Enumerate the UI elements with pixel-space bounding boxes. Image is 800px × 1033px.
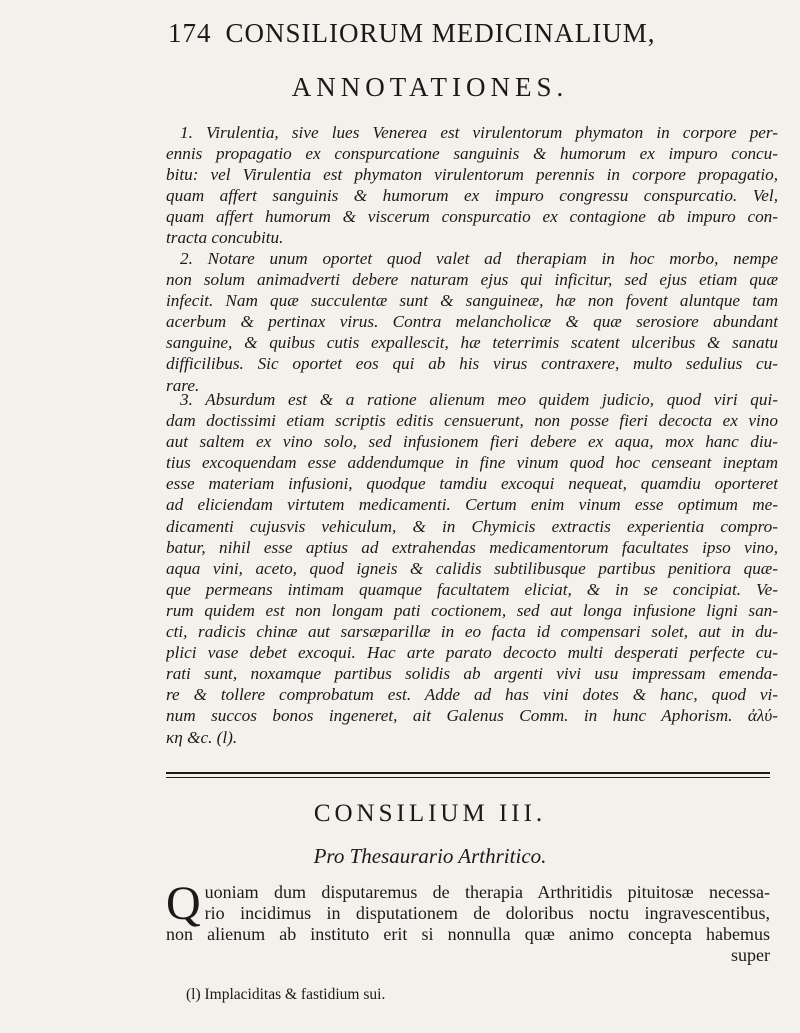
section-title: ANNOTATIONES. (291, 72, 569, 102)
annotation-line: cti, radicis chinæ aut sarsæparillæ in eo facta id compensari solet, aut in du- (166, 622, 778, 642)
annotation-line: 2. Notare unum oportet quod valet ad therapiam in hoc morbo, nempe (180, 249, 778, 268)
annotation-line: bitu: vel Virulentia est phymaton virulentorum perennis in corpore propagatio, (166, 165, 778, 185)
catchword: super (731, 945, 770, 965)
annotation-line: rati sunt, noxamque partibus solidis ab argenti vivi usu impressam emenda- (166, 664, 778, 684)
annotation-line: tracta concubitu. (166, 228, 284, 248)
annotation-line: non solum animadverti debere naturam ejus qui inficitur, sed ejus etiam quæ (166, 270, 778, 290)
footnote: (l) Implaciditas & fastidium sui. (186, 986, 386, 1003)
annotation-line: acerbum & pertinax virus. Contra melancholicæ & quæ serosiore abundant (166, 312, 778, 332)
annotation-line: infecit. Nam quæ succulentæ sunt & sanguineæ, hæ non fovent aluntque tam (166, 291, 778, 311)
annotation-line: re & tollere comprobatum est. Adde ad has vini dotes & hanc, quod vi- (166, 685, 778, 705)
annotation-line: aqua vini, aceto, quod igneis & calidis subtilibusque partibus penitiora quæ- (166, 558, 778, 578)
section-divider-rule (166, 772, 770, 774)
consilium-subtitle: Pro Thesaurario Arthritico. (313, 844, 547, 868)
annotation-line: rum quidem est non longam pati coctionem, sed aut longa infusione ligni san- (166, 600, 778, 620)
annotation-line: 3. Absurdum est & a ratione alienum meo quidem judicio, quod viri qui- (180, 390, 778, 409)
annotation-line: sanguine, & quibus cutis expallescit, hæ teterrimis scatent ulceribus & sanatu (166, 333, 778, 353)
annotation-line: batur, nihil esse aptius ad extrahendas medicamentorum facultates ipso vino, (166, 537, 778, 557)
annotation-line: rare. (166, 375, 200, 395)
annotation-line: ad eliciendam virtutem medicamenti. Certum enim vinum esse optimum me- (166, 495, 778, 515)
annotation-line: difficilibus. Sic oportet eos qui ab his virus contraxere, multo sedulius cu- (166, 354, 778, 374)
body-line: rio incidimus in disputationem de doloribus noctu ingravescentibus, (204, 903, 770, 923)
annotation-line: quam affert humorum & viscerum conspurcatio ex contagione ab impuro con- (166, 207, 778, 227)
annotation-line: dicamenti cujusvis vehiculum, & in Chymicis extractis experientia compro- (166, 516, 778, 536)
annotation-2 (166, 248, 778, 396)
consilium-title: CONSILIUM III. (313, 800, 547, 827)
drop-cap: Q (166, 877, 201, 930)
annotation-line: num succos bonos ingeneret, ait Galenus Comm. in hunc Aphorism. ἀλύ- (166, 706, 778, 726)
annotation-line: tius excoquendam esse addendumque in fine vinum quod hoc censeant ineptam (166, 453, 778, 473)
section-divider-rule-thin (166, 777, 770, 778)
annotation-line: esse materiam infusioni, quodque tamdiu excoqui nequeat, quamdiu oporteret (166, 474, 778, 494)
annotation-line: quam affert sanguinis & humorum ex impuro congressu conspurcatio. Vel, (166, 186, 778, 206)
annotation-line: aut saltem ex vino solo, sed infusionem fieri debere ex aqua, mox hanc diu- (166, 432, 778, 452)
body-line: non alienum ab instituto erit si nonnulla quæ animo concepta habemus (166, 924, 770, 944)
page-number: 174 (168, 18, 212, 48)
annotation-line: 1. Virulentia, sive lues Venerea est virulentorum phymaton in corpore per- (180, 123, 778, 142)
annotation-line: κη &c. (l). (166, 727, 238, 747)
annotation-line: ennis propagatio ex conspurcatione sanguinis & humorum ex impuro concu- (166, 144, 778, 164)
running-head (168, 18, 768, 54)
annotation-3 (166, 389, 778, 748)
consilium-body (166, 877, 770, 966)
body-line: uoniam dum disputaremus de therapia Arthritidis pituitosæ necessa- (204, 882, 770, 902)
annotation-line: plici vase debet excoqui. Hac arte parato decocto multi desperati perfecte cu- (166, 643, 778, 663)
annotation-line: dam doctissimi etiam scriptis editis censuerunt, non posse fieri decocta ex vino (166, 411, 778, 431)
annotation-line: que permeans intimam quamque facultatem eliciat, & in se concipiat. Ve- (166, 579, 778, 599)
annotation-1 (166, 122, 778, 249)
running-head-title: CONSILIORUM MEDICINALIUM, (225, 18, 656, 48)
